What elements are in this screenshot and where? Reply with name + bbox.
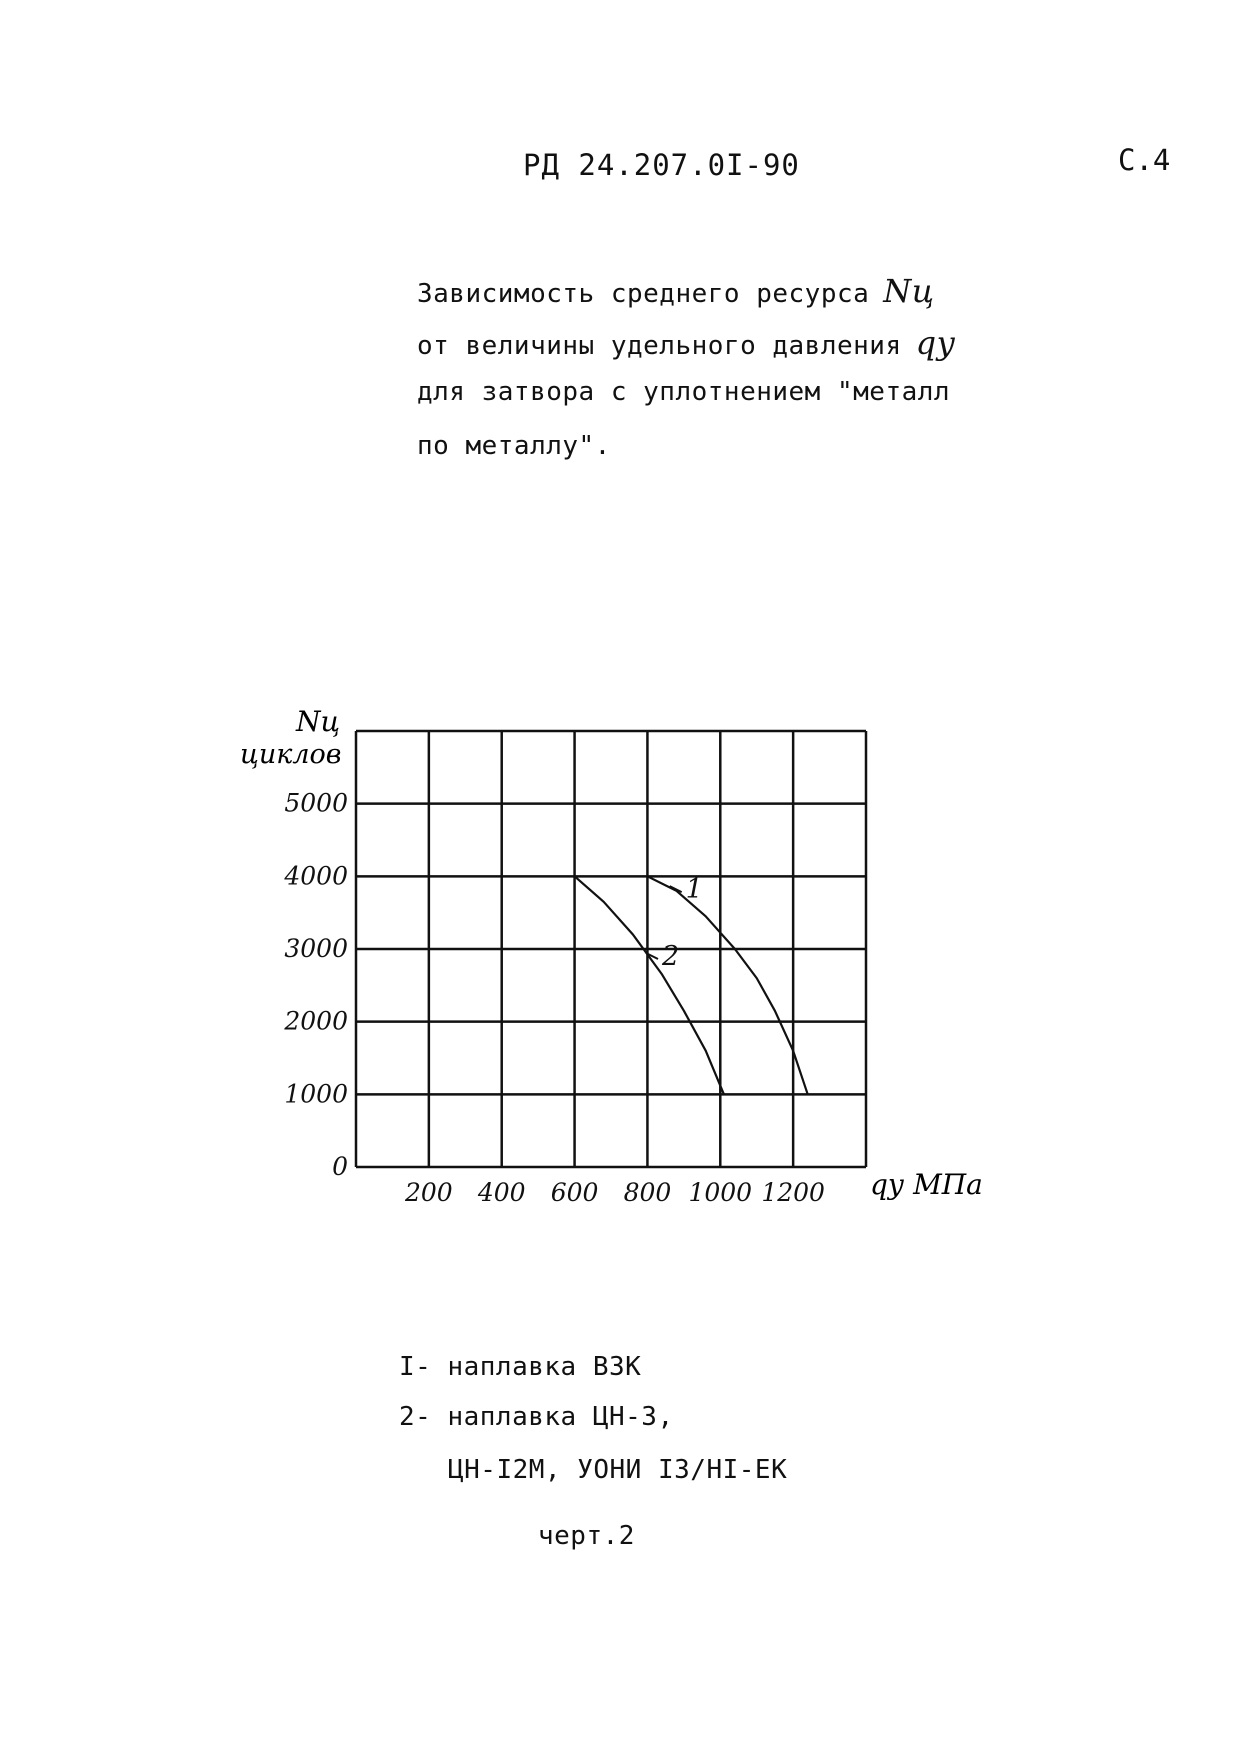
title-line-4: по металлу". — [417, 431, 611, 461]
title-text-1: Зависимость среднего ресурса — [417, 279, 870, 309]
document-code: РД 24.207.0I-90 — [523, 148, 800, 182]
x-axis-label: qу МПа — [870, 1168, 983, 1201]
y-axis-label-symbol: Nц — [296, 705, 341, 738]
legend-item-1: I- наплавка ВЗК — [399, 1352, 642, 1382]
title-symbol-nc: Nц — [883, 272, 935, 310]
chart-ticks — [283, 789, 825, 1207]
page-number: С.4 — [1118, 143, 1171, 177]
y-tick-label: 0 — [332, 1152, 348, 1181]
legend-item-2-line-1: 2- наплавка ЦН-3, — [399, 1402, 674, 1432]
title-symbol-qy: qу — [915, 324, 956, 362]
y-tick-label: 3000 — [284, 934, 348, 963]
x-tick-label: 1200 — [761, 1178, 825, 1207]
series-curve-1 — [647, 876, 807, 1094]
title-text-2: от величины удельного давления — [417, 331, 902, 361]
x-tick-label: 200 — [404, 1178, 453, 1207]
chart-grid — [356, 731, 866, 1167]
x-tick-label: 400 — [477, 1178, 526, 1207]
x-tick-label: 600 — [550, 1178, 599, 1207]
y-tick-label: 2000 — [284, 1006, 348, 1036]
chart-series — [575, 874, 808, 1094]
y-tick-label: 4000 — [284, 861, 348, 891]
title-line-3: для затвора с уплотнением "металл — [417, 377, 951, 407]
curve-label-2: 2 — [662, 940, 680, 972]
y-tick-label: 1000 — [284, 1079, 348, 1109]
legend-item-2-line-2: ЦН-I2М, УОНИ I3/НI-ЕК — [448, 1455, 788, 1485]
y-tick-label: 5000 — [284, 788, 348, 818]
curve-label-1: 1 — [685, 874, 703, 906]
x-tick-label: 800 — [623, 1178, 672, 1207]
y-axis-label-units: циклов — [240, 739, 342, 770]
figure-caption: черт.2 — [538, 1521, 635, 1551]
x-tick-label: 1000 — [688, 1178, 753, 1207]
series-curve-2 — [575, 876, 724, 1094]
